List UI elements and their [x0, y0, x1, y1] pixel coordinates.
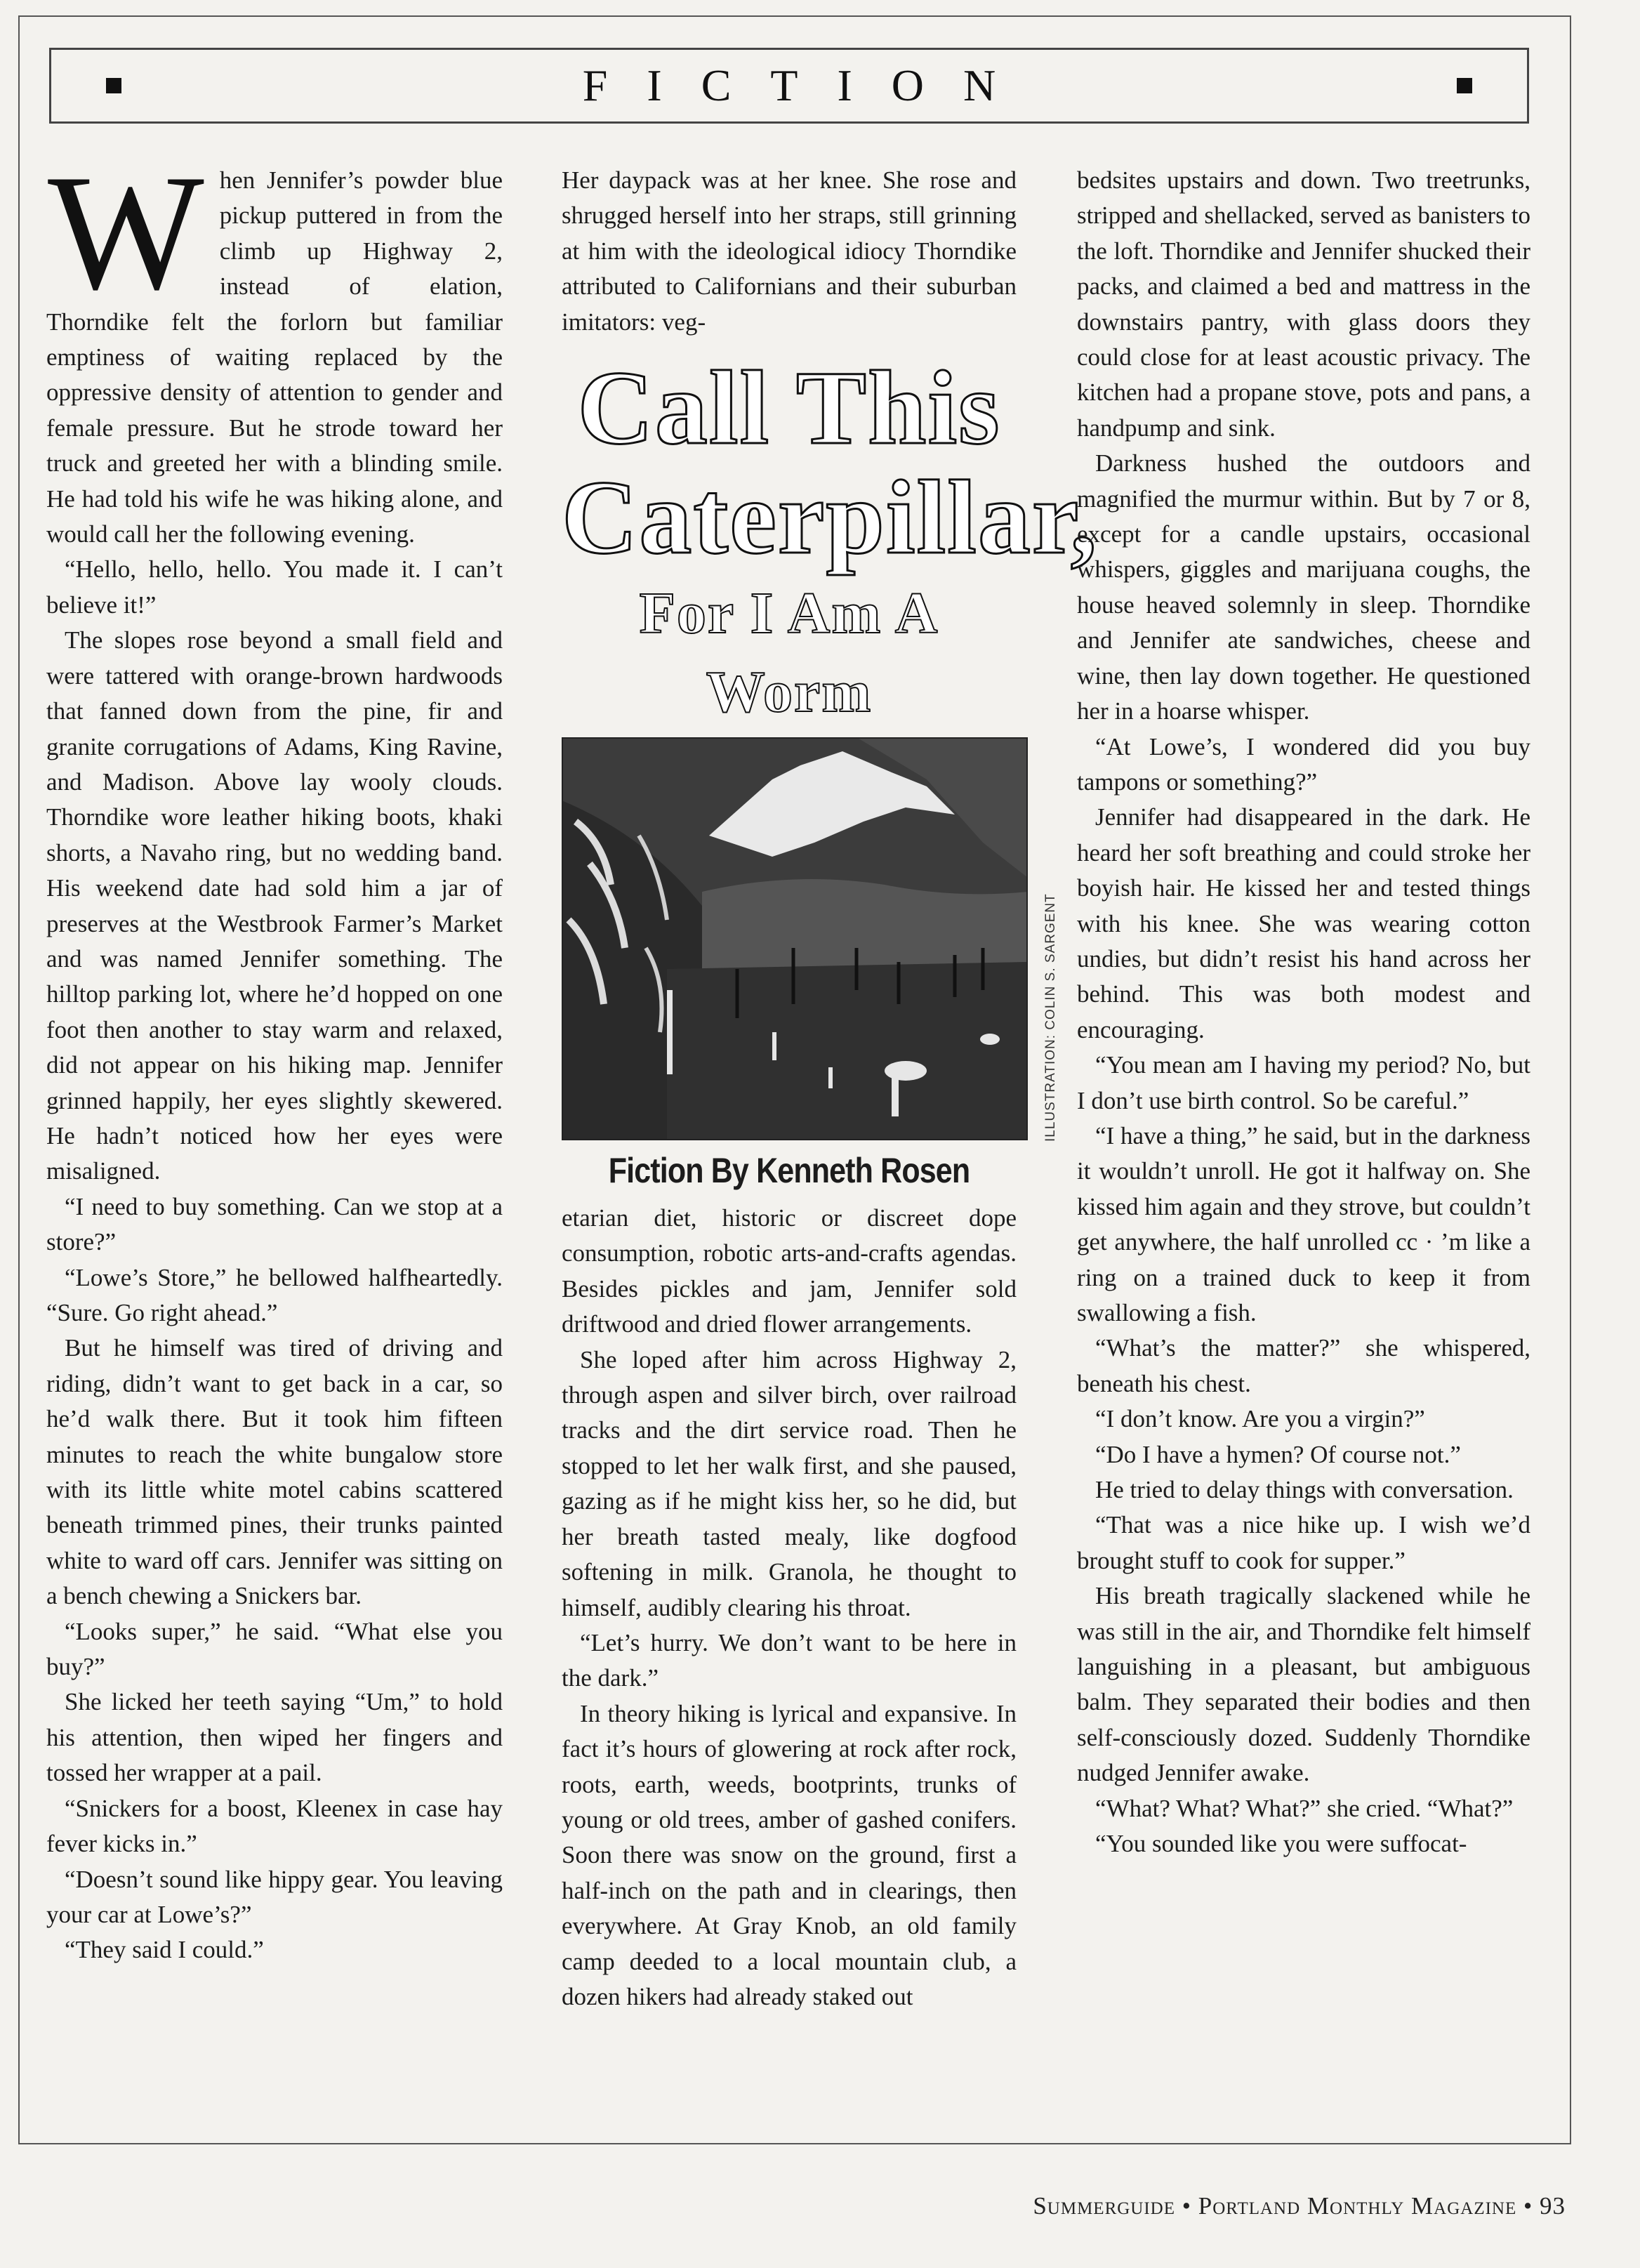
paragraph: “Lowe’s Store,” he bellowed halfheartedly. “Sure. Go right ahead.”: [46, 1263, 503, 1326]
paragraph: “I have a thing,” he said, but in the darkness it wouldn’t unroll. He got it halfway on. She kissed him again and they strove, but couldn’t get anywhere, the half unrolled cc · ’m like a ring on a trained duck to keep it from swallowing a fish.: [1077, 1121, 1530, 1326]
section-header: [49, 48, 1529, 124]
page-folio: Summerguide • Portland Monthly Magazine • 93: [1033, 2192, 1566, 2220]
story-title-line-2: Caterpillar,: [562, 459, 1099, 576]
paragraph: “They said I could.”: [65, 1936, 264, 1964]
paragraph: etarian diet, historic or discreet dope consumption, robotic arts-and-crafts agendas. Besides pickles and jam, Jennifer sold driftwood and dried flower arrangements.: [562, 1204, 1017, 1338]
paragraph: She loped after him across Highway 2, through aspen and silver birch, over railroad tracks and the dirt service road. Then he stopped to let her walk first, and she paused, gazing as if he might kiss her, so he did, but her breath tasted mealy, like dogfood softening in milk. Granola, he thought to himself, audibly clearing his throat.: [562, 1345, 1017, 1621]
paragraph: “Let’s hurry. We don’t want to be here in the dark.”: [562, 1628, 1017, 1692]
paragraph: She licked her teeth saying “Um,” to hold his attention, then wiped her fingers and tossed her wrapper at a pail.: [46, 1688, 503, 1787]
paragraph: Darkness hushed the outdoors and magnified the murmur within. But by 7 or 8, except for a candle upstairs, occasional whispers, giggles and marijuana coughs, the house heaved solemnly in sleep. Thorndike and Jennifer ate sandwiches, cheese and wine, then lay down together. He questioned her in a hoarse whisper.: [1077, 449, 1530, 725]
paragraph: He tried to delay things with conversation.: [1095, 1476, 1514, 1504]
column-1: [46, 141, 503, 1968]
paragraph: Her daypack was at her knee. She rose and shrugged herself into her straps, still grinning at him with the ideological idiocy Thorndike attributed to Californians and their suburban imitators: veg-: [562, 166, 1017, 336]
paragraph: “Do I have a hymen? Of course not.”: [1095, 1440, 1461, 1468]
paragraph: hen Jennifer’s powder blue pickup puttered in from the climb up Highway 2, instead of elation, Thorndike felt the forlorn but familiar emptiness of waiting replaced by the oppressive density of attention to gender and female pressure. But he strode toward her truck and greeted her with a blinding smile. He had told his wife he was hiking alone, and would call her the following evening.: [46, 166, 503, 548]
paragraph: “You mean am I having my period? No, but I don’t use birth control. So be careful.”: [1077, 1051, 1530, 1114]
header-square-right: [1457, 78, 1472, 93]
paragraph: “Snickers for a boost, Kleenex in case hay fever kicks in.”: [46, 1794, 503, 1858]
drop-cap: W: [48, 141, 204, 324]
paragraph: “At Lowe’s, I wondered did you buy tampons or something?”: [1077, 732, 1530, 796]
paragraph: “What’s the matter?” she whispered, beneath his chest.: [1077, 1334, 1530, 1397]
column-2: [562, 163, 1099, 2015]
paragraph: “Looks super,” he said. “What else you buy?”: [46, 1617, 503, 1681]
paragraph: “Doesn’t sound like hippy gear. You leaving your car at Lowe’s?”: [46, 1865, 503, 1928]
paragraph: “That was a nice hike up. I wish we’d brought stuff to cook for supper.”: [1077, 1511, 1530, 1574]
story-title-line-1: Call This: [577, 350, 1001, 467]
paragraph: But he himself was tired of driving and riding, didn’t want to get back in a car, so he’d walk there. But it took him fifteen minutes to reach the white bungalow store with its little white motel cabins scattered beneath trimmed pines, their trunks painted white to ward off cars. Jennifer was sitting on a bench chewing a Snickers bar.: [46, 1334, 503, 1610]
illustration-block: [562, 737, 1058, 1142]
section-title: FICTION: [582, 60, 1036, 110]
paragraph: “I need to buy something. Can we stop at a store?”: [46, 1192, 503, 1256]
mountain-illustration: [562, 737, 1028, 1140]
paragraph: Jennifer had disappeared in the dark. He heard her soft breathing and could stroke her boyish hair. He kissed her and tested things with his knee. She was wearing cotton undies, but didn’t resist his hand across her behind. This was both modest and encouraging.: [1077, 803, 1530, 1043]
story-title-line-3: For I Am A Worm: [639, 581, 939, 725]
paragraph: “I don’t know. Are you a virgin?”: [1095, 1405, 1425, 1433]
paragraph: The slopes rose beyond a small field and were tattered with orange-brown hardwoods that fanned down from the pine, fir and granite corrugations of Adams, King Ravine, and Madison. Above lay wooly clouds. Thorndike wore leather hiking boots, khaki shorts, a Navaho ring, but no wedding band. His weekend date had sold him a jar of preserves at the Westbrook Farmer’s Market and was named Jennifer something. The hilltop parking lot, where he’d hopped on one foot then another to stay warm and relaxed, did not appear on his hiking map. Jennifer grinned happily, her eyes slightly skewered. He hadn’t noticed how her eyes were misaligned.: [46, 626, 503, 1185]
paragraph: In theory hiking is lyrical and expansive. In fact it’s hours of glowering at rock after rock, roots, earth, weeds, bootprints, trunks of young or old trees, amber of gashed conifers. Soon there was snow on the ground, first a half-inch on the path and in clearings, then everywhere. At Gray Knob, an old family camp deeded to a local mountain club, a dozen hikers had already staked out: [562, 1699, 1017, 2010]
paragraph: “Hello, hello, hello. You made it. I can’t believe it!”: [46, 555, 503, 619]
paragraph: bedsites upstairs and down. Two treetrunks, stripped and shellacked, served as banisters to the loft. Thorndike and Jennifer shucked their packs, and claimed a bed and mattress in the downstairs pantry, with glass doors they could close for at least acoustic privacy. The kitchen had a propane stove, pots and pans, a handpump and sink.: [1077, 166, 1530, 442]
paragraph: “You sounded like you were suffocat-: [1095, 1830, 1467, 1858]
illustration-credit: ILLUSTRATION: COLIN S. SARGENT: [1043, 893, 1058, 1142]
story-title: [562, 350, 1099, 732]
byline: Fiction By Kenneth Rosen: [608, 1151, 970, 1191]
paragraph: “What? What? What?” she cried. “What?”: [1095, 1794, 1514, 1822]
column-3: [1077, 163, 1530, 1862]
paragraph: His breath tragically slackened while he was still in the air, and Thorndike felt himself languishing in a pleasant, but ambiguous balm. They separated their bodies and then self-consciously dozed. Suddenly Thorndike nudged Jennifer awake.: [1077, 1582, 1530, 1787]
